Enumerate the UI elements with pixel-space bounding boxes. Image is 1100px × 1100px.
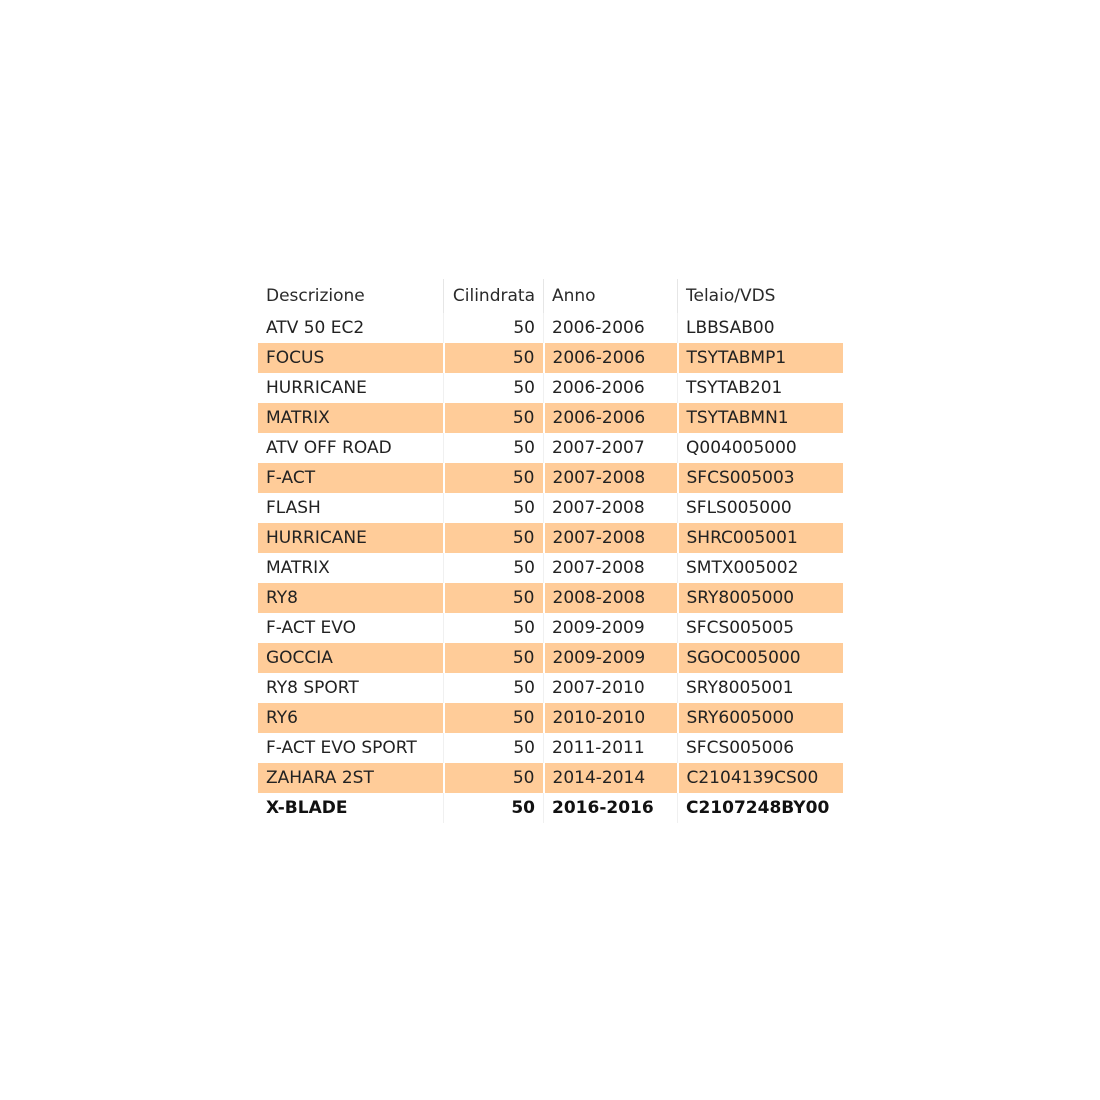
cell-descrizione: ZAHARA 2ST <box>258 763 444 793</box>
table-row <box>258 523 843 553</box>
header-row <box>258 279 843 313</box>
header-anno: Anno <box>544 279 678 313</box>
table-header <box>258 279 843 313</box>
cell-cilindrata: 50 <box>444 583 544 613</box>
header-descrizione: Descrizione <box>258 279 444 313</box>
cell-descrizione: FOCUS <box>258 343 444 373</box>
cell-telaio: SFCS005005 <box>686 618 795 638</box>
header-telaio: Telaio/VDS <box>686 286 776 306</box>
cell-descrizione: MATRIX <box>258 553 444 583</box>
table-row <box>258 343 843 373</box>
table-row <box>258 313 843 343</box>
cell-cilindrata: 50 <box>444 463 544 493</box>
cell-cilindrata: 50 <box>444 523 544 553</box>
cell-cilindrata: 50 <box>444 733 544 763</box>
compatibility-table <box>258 279 843 823</box>
cell-anno: 2006-2006 <box>544 313 678 343</box>
cell-descrizione: F-ACT EVO <box>258 613 444 643</box>
cell-telaio: SMTX005002 <box>686 558 799 578</box>
cell-anno: 2014-2014 <box>544 763 678 793</box>
cell-descrizione: RY8 <box>258 583 444 613</box>
cell-telaio: SFLS005000 <box>686 498 792 518</box>
cell-anno: 2007-2010 <box>544 673 678 703</box>
cell-cilindrata: 50 <box>444 793 544 823</box>
table-row <box>258 553 843 583</box>
cell-telaio: SFCS005006 <box>686 738 795 758</box>
cell-cilindrata: 50 <box>444 433 544 463</box>
cell-anno: 2007-2008 <box>544 553 678 583</box>
table-row <box>258 463 843 493</box>
cell-cilindrata: 50 <box>444 763 544 793</box>
cell-descrizione: F-ACT <box>258 463 444 493</box>
cell-anno: 2007-2008 <box>544 523 678 553</box>
table-body <box>258 313 843 823</box>
table-row <box>258 613 843 643</box>
cell-telaio: SRY8005000 <box>678 583 844 613</box>
table-row <box>258 373 843 403</box>
cell-telaio: SFCS005003 <box>678 463 844 493</box>
cell-descrizione: MATRIX <box>258 403 444 433</box>
table-row <box>258 433 843 463</box>
cell-anno: 2007-2008 <box>544 463 678 493</box>
cell-telaio: SRY6005000 <box>678 703 844 733</box>
cell-telaio: SHRC005001 <box>678 523 844 553</box>
cell-telaio: LBBSAB00 <box>686 318 775 338</box>
cell-anno: 2006-2006 <box>544 403 678 433</box>
cell-anno: 2006-2006 <box>544 343 678 373</box>
cell-descrizione: ATV 50 EC2 <box>258 313 444 343</box>
cell-cilindrata: 50 <box>444 403 544 433</box>
table-row <box>258 793 843 823</box>
table-row <box>258 403 843 433</box>
cell-cilindrata: 50 <box>444 343 544 373</box>
cell-anno: 2007-2008 <box>544 493 678 523</box>
cell-telaio: TSYTABMP1 <box>678 343 844 373</box>
cell-cilindrata: 50 <box>444 613 544 643</box>
cell-anno: 2010-2010 <box>544 703 678 733</box>
cell-anno: 2008-2008 <box>544 583 678 613</box>
cell-cilindrata: 50 <box>444 313 544 343</box>
cell-descrizione: F-ACT EVO SPORT <box>258 733 444 763</box>
cell-descrizione: ATV OFF ROAD <box>258 433 444 463</box>
table-row <box>258 763 843 793</box>
cell-telaio: TSYTABMN1 <box>678 403 844 433</box>
cell-cilindrata: 50 <box>444 493 544 523</box>
cell-anno: 2009-2009 <box>544 613 678 643</box>
cell-anno: 2009-2009 <box>544 643 678 673</box>
cell-telaio: C2107248BY00 <box>686 798 830 818</box>
cell-telaio: SRY8005001 <box>686 678 794 698</box>
table-row <box>258 643 843 673</box>
cell-descrizione: HURRICANE <box>258 373 444 403</box>
cell-anno: 2016-2016 <box>544 793 678 823</box>
table-row <box>258 583 843 613</box>
cell-telaio: SGOC005000 <box>678 643 844 673</box>
cell-anno: 2011-2011 <box>544 733 678 763</box>
cell-cilindrata: 50 <box>444 643 544 673</box>
cell-cilindrata: 50 <box>444 373 544 403</box>
cell-cilindrata: 50 <box>444 673 544 703</box>
cell-anno: 2007-2007 <box>544 433 678 463</box>
cell-anno: 2006-2006 <box>544 373 678 403</box>
cell-descrizione: HURRICANE <box>258 523 444 553</box>
table-row <box>258 673 843 703</box>
header-cilindrata: Cilindrata <box>444 279 544 313</box>
cell-descrizione: X-BLADE <box>258 793 444 823</box>
table-row <box>258 493 843 523</box>
cell-descrizione: GOCCIA <box>258 643 444 673</box>
cell-descrizione: RY6 <box>258 703 444 733</box>
cell-cilindrata: 50 <box>444 703 544 733</box>
cell-telaio: C2104139CS00 <box>678 763 844 793</box>
cell-descrizione: FLASH <box>258 493 444 523</box>
table-row <box>258 703 843 733</box>
table-row <box>258 733 843 763</box>
cell-telaio: Q004005000 <box>686 438 797 458</box>
cell-descrizione: RY8 SPORT <box>258 673 444 703</box>
cell-cilindrata: 50 <box>444 553 544 583</box>
cell-telaio: TSYTAB201 <box>686 378 783 398</box>
